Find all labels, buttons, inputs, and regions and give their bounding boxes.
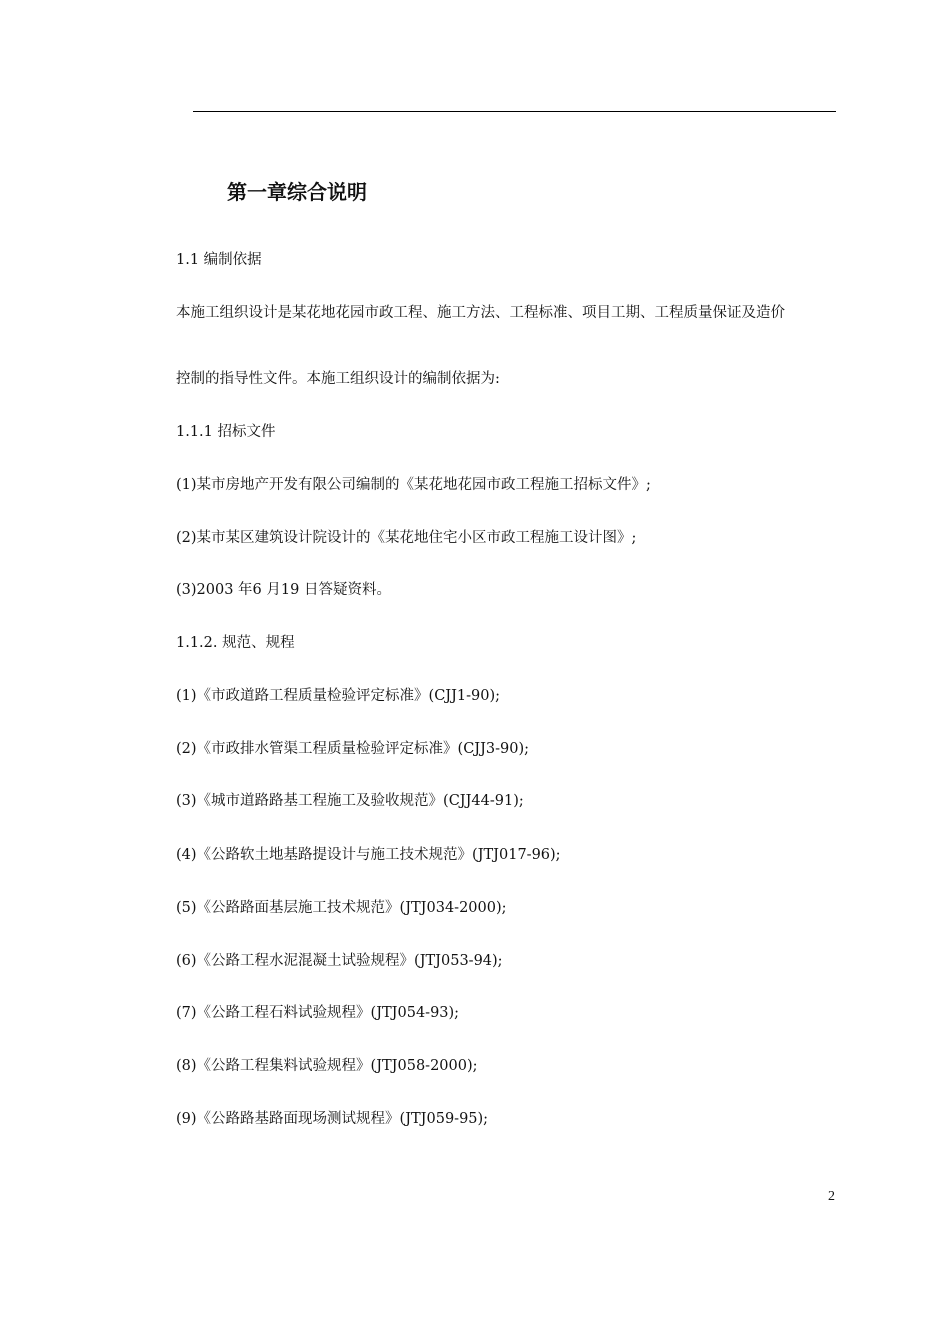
standard-item-8: (8)《公路工程集料试验规程》(JTJ058-2000); <box>176 1058 478 1074</box>
standard-item-9: (9)《公路路基路面现场测试规程》(JTJ059-95); <box>176 1111 489 1127</box>
section-heading-1-1-1: 1.1.1 招标文件 <box>176 424 276 440</box>
tender-doc-item-1: (1)某市房地产开发有限公司编制的《某花地花园市政工程施工招标文件》; <box>176 477 651 493</box>
standard-item-7: (7)《公路工程石料试验规程》(JTJ054-93); <box>176 1005 460 1021</box>
standard-item-2: (2)《市政排水管渠工程质量检验评定标准》(CJJ3-90); <box>176 741 530 757</box>
standard-item-3: (3)《城市道路路基工程施工及验收规范》(CJJ44-91); <box>176 793 524 809</box>
standard-item-1: (1)《市政道路工程质量检验评定标准》(CJJ1-90); <box>176 688 501 704</box>
standard-item-4: (4)《公路软土地基路提设计与施工技术规范》(JTJ017-96); <box>176 847 561 863</box>
section-heading-1-1-2: 1.1.2. 规范、规程 <box>176 635 295 651</box>
intro-paragraph-line-2: 控制的指导性文件。本施工组织设计的编制依据为: <box>176 371 500 387</box>
standard-item-5: (5)《公路路面基层施工技术规范》(JTJ034-2000); <box>176 900 507 916</box>
section-heading-1-1: 1.1 编制依据 <box>176 252 262 268</box>
intro-paragraph-line-1: 本施工组织设计是某花地花园市政工程、施工方法、工程标准、项目工期、工程质量保证及造价 <box>176 305 785 321</box>
chapter-title: 第一章综合说明 <box>227 180 367 204</box>
standard-item-6: (6)《公路工程水泥混凝土试验规程》(JTJ053-94); <box>176 953 503 969</box>
tender-doc-item-3: (3)2003 年6 月19 日答疑资料。 <box>176 582 391 598</box>
page-number: 2 <box>828 1189 835 1204</box>
header-rule <box>193 111 836 112</box>
tender-doc-item-2: (2)某市某区建筑设计院设计的《某花地住宅小区市政工程施工设计图》; <box>176 530 637 546</box>
